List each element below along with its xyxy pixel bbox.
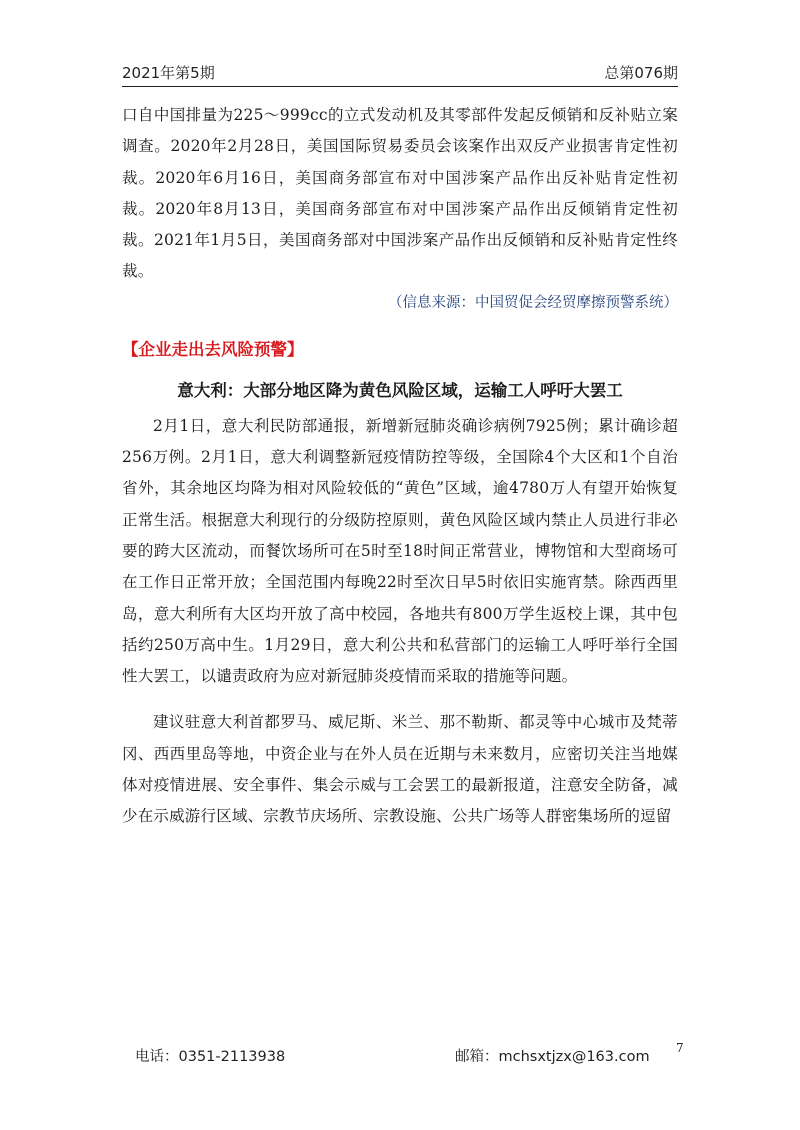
article-title: 意大利：大部分地区降为黄色风险区域，运输工人呼吁大罢工 [177, 380, 623, 400]
info-source: （信息来源：中国贸促会经贸摩擦预警系统） [388, 294, 678, 311]
section-heading: 【企业走出去风险预警】 [122, 339, 304, 359]
total-issue-number: 总第076期 [604, 64, 678, 82]
article-paragraph-1: 2月1日，意大利民防部通报，新增新冠肺炎确诊病例7925例；累计确诊超256万例。2月1日，意大利调整新冠疫情防控等级，全国除4个大区和1个自治省外，其余地区均降为相对风险较低的“黄色”区域，逾4780万人有望开始恢复正常生活。根据意大利现行的分级防控原则，黄色风险区域内禁止人员进行非必要的跨大区流动，而餐饮场所可在5时至18时间正常营业，博物馆和大型商场可在工作日正常开放；全国范围内每晚22时至次日早5时依旧实施宵禁。除西西里岛，意大利所有大区均开放了高中校园，各地共有800万学生返校上课，其中包括约250万高中生。1月29日，意大利公共和私营部门的运输工人呼吁举行全国性大罢工，以谴责政府为应对新冠肺炎疫情而采取的措施等问题。 [122, 416, 678, 686]
contact-email: 邮箱：mchsxtjzx@163.com [455, 1049, 650, 1065]
page-number: 7 [676, 1041, 684, 1055]
continued-paragraph: 口自中国排量为225～999cc的立式发动机及其零部件发起反倾销和反补贴立案调查。2020年2月28日，美国国际贸易委员会该案作出双反产业损害肯定性初裁。2020年6月16日，美国商务部宣布对中国涉案产品作出反补贴肯定性初裁。2020年8月13日，美国商务部宣布对中国涉案产品作出反倾销肯定性初裁。2021年1月5日，美国商务部对中国涉案产品作出反倾销和反补贴肯定性终裁。 [122, 106, 678, 281]
page-footer [135, 1041, 691, 1067]
issue-number: 2021年第5期 [122, 64, 215, 82]
page-header [122, 62, 678, 87]
document-body [122, 100, 678, 833]
article-paragraph-2: 建议驻意大利首都罗马、威尼斯、米兰、那不勒斯、都灵等中心城市及梵蒂冈、西西里岛等地，中资企业与在外人员在近期与未来数月，应密切关注当地媒体对疫情进展、安全事件、集会示威与工会罢工的最新报道，注意安全防备，减少在示威游行区域、宗教节庆场所、宗教设施、公共广场等人群密集场所的逗留 [122, 713, 678, 826]
contact-phone: 电话：0351-2113938 [135, 1049, 286, 1065]
